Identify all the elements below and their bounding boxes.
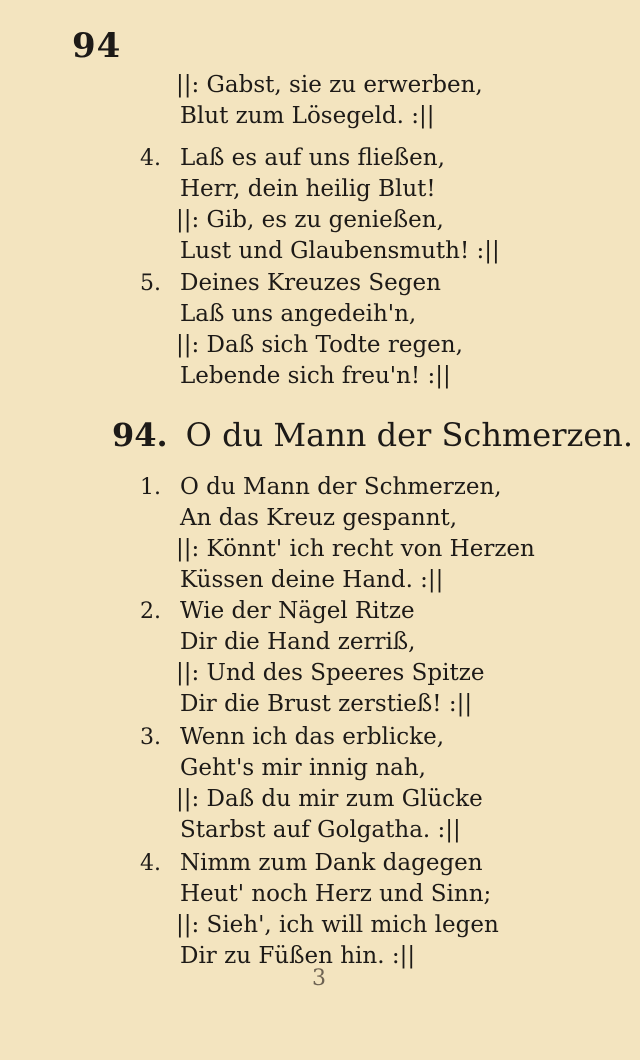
verse-line: Heut' noch Herz und Sinn; [180, 881, 492, 907]
verse-line: Dir zu Füßen hin. :|| [180, 943, 416, 969]
verse-number: 4. [140, 851, 161, 876]
verse-number: 3. [140, 725, 161, 750]
verse-line: Starbst auf Golgatha. :|| [180, 817, 461, 843]
verse-line: ||: Und des Speeres Spitze [176, 660, 485, 686]
verse-number: 1. [140, 475, 161, 500]
verse-number: 4. [140, 146, 161, 171]
verse-line: Laß uns angedeih'n, [180, 301, 417, 327]
verse-line: ||: Könnt' ich recht von Herzen [176, 536, 535, 562]
verse-line: ||: Gib, es zu genießen, [176, 207, 444, 233]
hymn-heading [112, 416, 633, 454]
verse-line: ||: Sieh', ich will mich legen [176, 912, 499, 938]
signature-mark: 3 [312, 966, 326, 991]
verse-number: 2. [140, 599, 161, 624]
verse-line: Dir die Hand zerriß, [180, 629, 416, 655]
verse-line: Geht's mir innig nah, [180, 755, 426, 781]
verse-line: ||: Gabst, sie zu erwerben, [176, 72, 483, 98]
hymn-number: 94. [112, 416, 168, 454]
page-number: 94 [72, 26, 122, 66]
verse-line: ||: Daß du mir zum Glücke [176, 786, 483, 812]
verse-line: Wie der Nägel Ritze [180, 598, 415, 624]
verse-line: Laß es auf uns fließen, [180, 145, 445, 171]
verse-line: ||: Daß sich Todte regen, [176, 332, 463, 358]
verse-line: Lebende sich freu'n! :|| [180, 363, 451, 389]
verse-line: Nimm zum Dank dagegen [180, 850, 483, 876]
verse-line: An das Kreuz gespannt, [180, 505, 458, 531]
verse-line: Blut zum Lösegeld. :|| [180, 103, 435, 129]
verse-number: 5. [140, 271, 161, 296]
verse-line: Lust und Glaubensmuth! :|| [180, 238, 500, 264]
verse-line: O du Mann der Schmerzen, [180, 474, 502, 500]
verse-line: Deines Kreuzes Segen [180, 270, 441, 296]
verse-line: Dir die Brust zerstieß! :|| [180, 691, 473, 717]
verse-line: Herr, dein heilig Blut! [180, 176, 436, 202]
verse-line: Wenn ich das erblicke, [180, 724, 445, 750]
verse-line: Küssen deine Hand. :|| [180, 567, 444, 593]
hymn-title: O du Mann der Schmerzen. [185, 416, 634, 454]
